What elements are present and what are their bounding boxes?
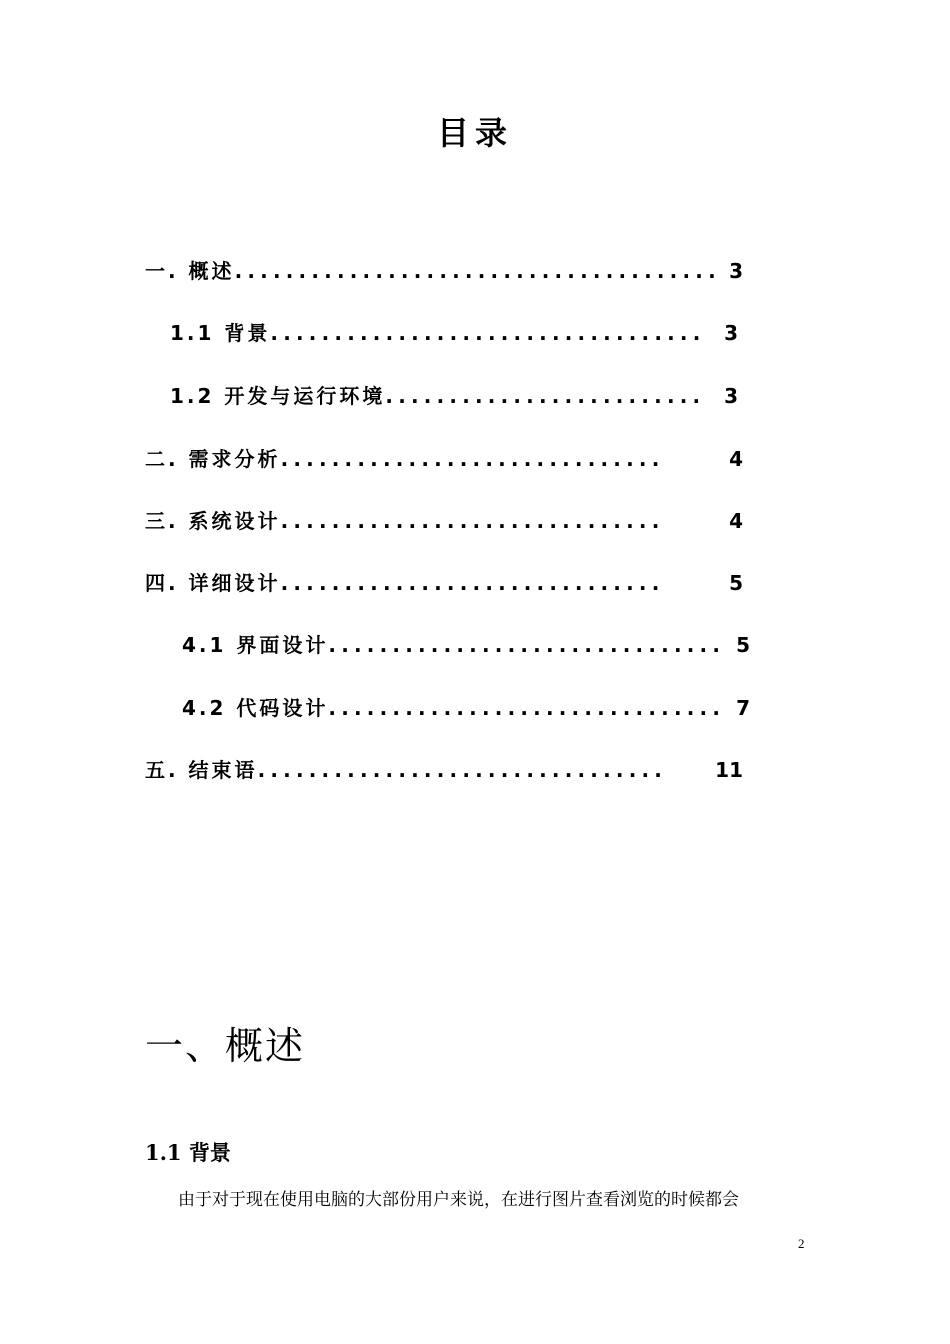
toc-page-number: 3: [724, 321, 738, 345]
toc-entry-overview[interactable]: [145, 255, 743, 285]
toc-leader-dots: ...............................: [328, 633, 726, 657]
toc-page-number: 11: [715, 758, 743, 782]
toc-entry-conclusion[interactable]: [145, 754, 743, 784]
toc-entry-detailed-design[interactable]: [145, 567, 743, 597]
toc-leader-dots: .........................: [385, 384, 706, 408]
toc-entry-label: 1.2 开发与运行环境: [170, 384, 386, 408]
toc-entry-ui-design[interactable]: [182, 629, 750, 659]
toc-entry-label: 一. 概述: [145, 259, 235, 283]
toc-leader-dots: ..............................: [280, 571, 665, 595]
toc-entry-label: 三. 系统设计: [145, 509, 281, 533]
toc-entry-requirements[interactable]: [145, 443, 743, 473]
toc-entry-label: 4.1 界面设计: [182, 633, 329, 657]
toc-title: 目录: [436, 114, 513, 152]
toc-page-number: 3: [729, 259, 743, 283]
section-heading: 一、概述: [145, 1024, 306, 1068]
toc-entry-label: 四. 详细设计: [145, 571, 281, 595]
toc-entry-environment[interactable]: [170, 380, 738, 410]
toc-page-number: 4: [729, 447, 743, 471]
toc-entry-label: 1.1 背景: [170, 321, 271, 345]
toc-leader-dots: ................................: [257, 758, 668, 782]
toc-entry-code-design[interactable]: [182, 692, 750, 722]
subsection-heading: 1.1 背景: [145, 1140, 231, 1165]
toc-leader-dots: ..............................: [280, 509, 665, 533]
toc-page-number: 3: [724, 384, 738, 408]
toc-leader-dots: ......................................: [234, 259, 721, 283]
toc-leader-dots: ...............................: [328, 696, 726, 720]
toc-entry-label: 五. 结束语: [145, 758, 258, 782]
toc-leader-dots: ..................................: [270, 321, 706, 345]
toc-page-number: 7: [736, 696, 750, 720]
toc-entry-label: 二. 需求分析: [145, 447, 281, 471]
toc-entry-system-design[interactable]: [145, 505, 743, 535]
toc-leader-dots: ..............................: [280, 447, 665, 471]
body-paragraph: 由于对于现在使用电脑的大部份用户来说，在进行图片查看浏览的时候都会: [178, 1190, 739, 1210]
toc-page-number: 4: [729, 509, 743, 533]
toc-page-number: 5: [729, 571, 743, 595]
toc-entry-background[interactable]: [170, 317, 738, 347]
page-number: 2: [798, 1236, 805, 1251]
toc-page-number: 5: [736, 633, 750, 657]
toc-entry-label: 4.2 代码设计: [182, 696, 329, 720]
